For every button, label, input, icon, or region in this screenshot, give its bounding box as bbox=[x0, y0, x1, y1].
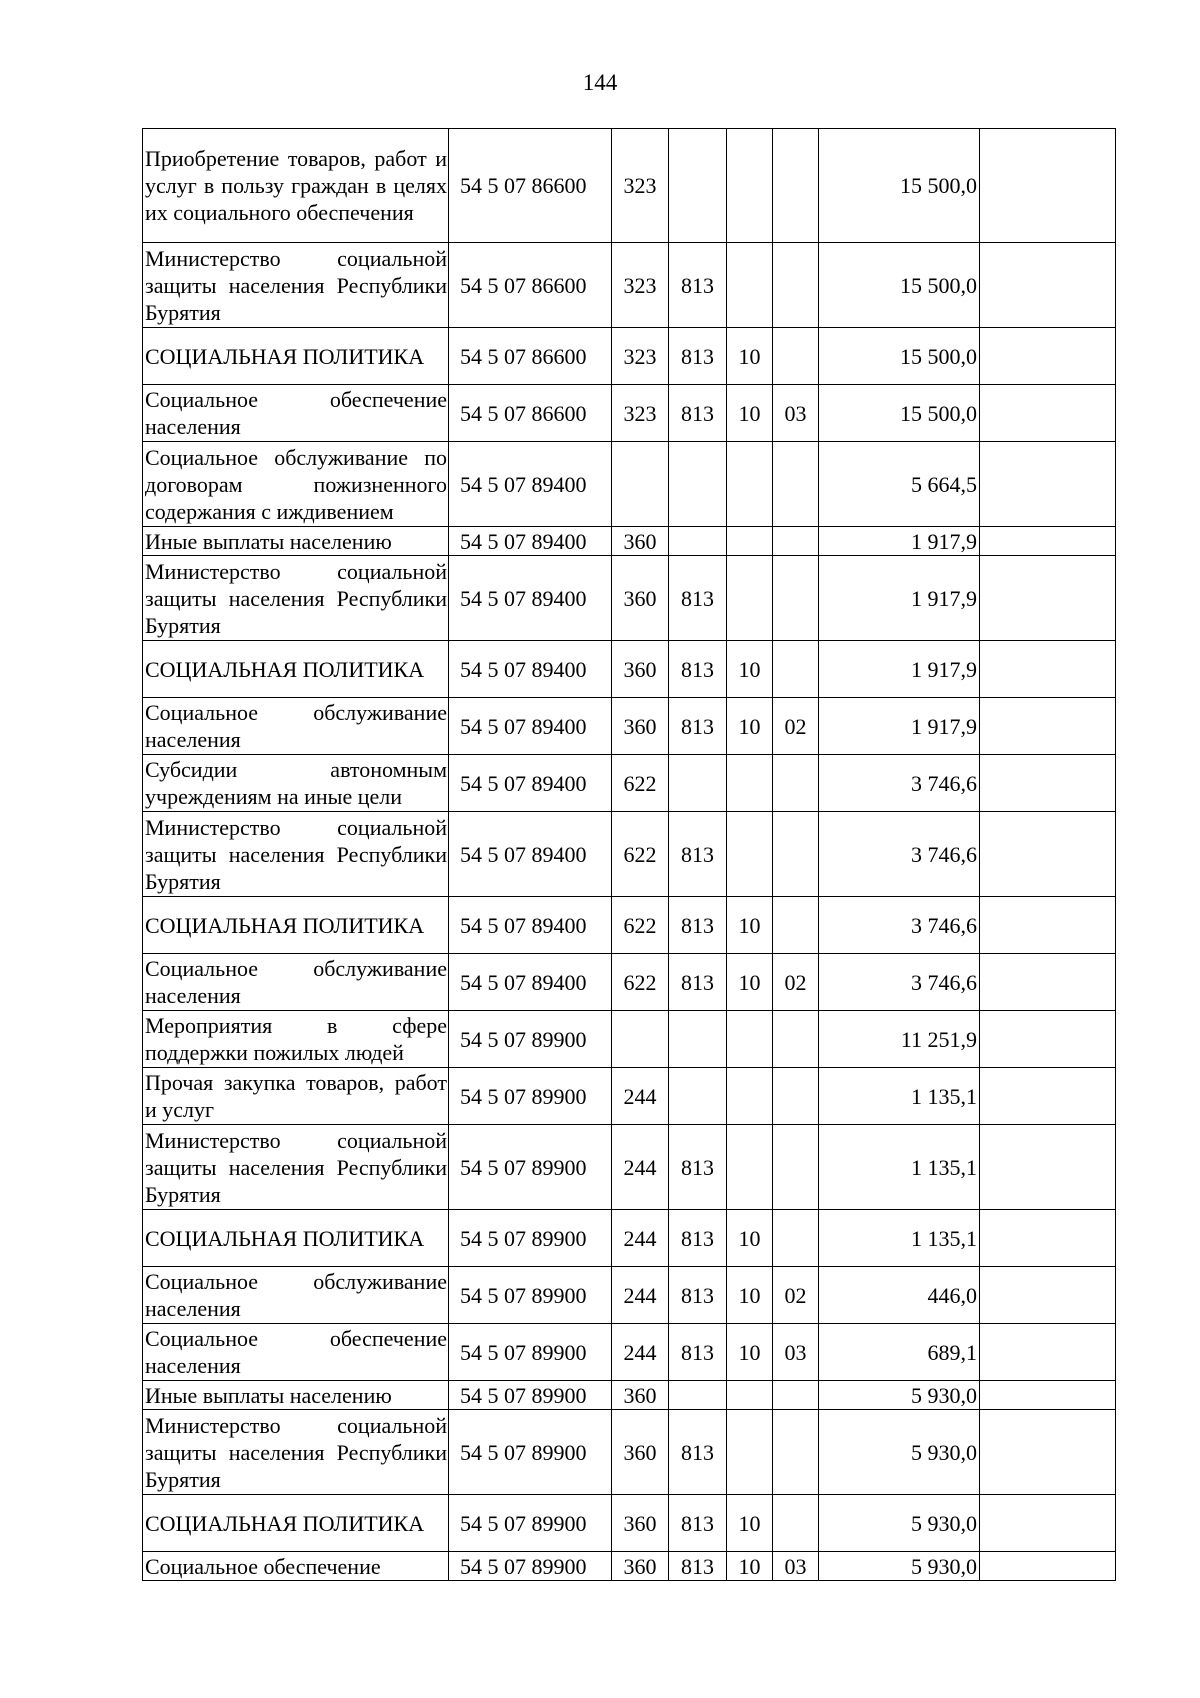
row-rz bbox=[727, 755, 773, 812]
row-rz bbox=[727, 527, 773, 556]
table-row bbox=[143, 1324, 1116, 1381]
row-extra bbox=[980, 1552, 1116, 1581]
row-name: Социальное обслуживание населения bbox=[143, 698, 449, 755]
row-rz: 10 bbox=[727, 954, 773, 1011]
row-vr: 360 bbox=[612, 527, 669, 556]
row-name: СОЦИАЛЬНАЯ ПОЛИТИКА bbox=[143, 897, 449, 954]
row-amount: 5 664,5 bbox=[819, 442, 980, 527]
row-extra bbox=[980, 1410, 1116, 1495]
row-vr bbox=[612, 442, 669, 527]
table-row bbox=[143, 698, 1116, 755]
row-extra bbox=[980, 385, 1116, 442]
row-rz bbox=[727, 442, 773, 527]
table-row bbox=[143, 1410, 1116, 1495]
table-row bbox=[143, 1125, 1116, 1210]
row-name: Социальное обеспечение населения bbox=[143, 1324, 449, 1381]
row-code: 54 5 07 89900 bbox=[449, 1495, 612, 1552]
row-rz: 10 bbox=[727, 385, 773, 442]
row-name: Социальное обеспечение населения bbox=[143, 385, 449, 442]
row-gr: 813 bbox=[669, 328, 727, 385]
table-row bbox=[143, 1381, 1116, 1410]
row-vr: 622 bbox=[612, 897, 669, 954]
row-gr: 813 bbox=[669, 812, 727, 897]
row-amount: 15 500,0 bbox=[819, 328, 980, 385]
row-rz bbox=[727, 1125, 773, 1210]
row-amount: 1 917,9 bbox=[819, 641, 980, 698]
row-rz bbox=[727, 1011, 773, 1068]
row-amount: 3 746,6 bbox=[819, 812, 980, 897]
row-vr: 244 bbox=[612, 1068, 669, 1125]
table-row bbox=[143, 1011, 1116, 1068]
row-pr bbox=[773, 1068, 819, 1125]
row-vr: 360 bbox=[612, 556, 669, 641]
row-extra bbox=[980, 527, 1116, 556]
row-amount: 1 135,1 bbox=[819, 1210, 980, 1267]
row-gr: 813 bbox=[669, 1410, 727, 1495]
row-pr bbox=[773, 812, 819, 897]
row-amount: 689,1 bbox=[819, 1324, 980, 1381]
row-rz: 10 bbox=[727, 1495, 773, 1552]
row-code: 54 5 07 89400 bbox=[449, 556, 612, 641]
row-pr bbox=[773, 527, 819, 556]
row-amount: 15 500,0 bbox=[819, 243, 980, 328]
row-pr bbox=[773, 129, 819, 243]
row-vr: 323 bbox=[612, 385, 669, 442]
row-vr: 244 bbox=[612, 1324, 669, 1381]
row-name: Приобретение товаров, работ и услуг в пользу граждан в целях их социального обеспечения bbox=[143, 129, 449, 243]
row-rz bbox=[727, 129, 773, 243]
row-vr: 360 bbox=[612, 641, 669, 698]
row-amount: 3 746,6 bbox=[819, 954, 980, 1011]
row-code: 54 5 07 89400 bbox=[449, 527, 612, 556]
row-extra bbox=[980, 129, 1116, 243]
row-rz bbox=[727, 812, 773, 897]
row-gr: 813 bbox=[669, 1495, 727, 1552]
row-rz: 10 bbox=[727, 328, 773, 385]
table-row bbox=[143, 1495, 1116, 1552]
row-amount: 1 135,1 bbox=[819, 1125, 980, 1210]
row-gr: 813 bbox=[669, 954, 727, 1011]
row-gr: 813 bbox=[669, 385, 727, 442]
row-code: 54 5 07 86600 bbox=[449, 243, 612, 328]
row-code: 54 5 07 89400 bbox=[449, 812, 612, 897]
row-pr bbox=[773, 1495, 819, 1552]
row-rz: 10 bbox=[727, 1267, 773, 1324]
row-code: 54 5 07 89900 bbox=[449, 1267, 612, 1324]
row-pr bbox=[773, 442, 819, 527]
row-gr: 813 bbox=[669, 1552, 727, 1581]
row-vr: 244 bbox=[612, 1210, 669, 1267]
row-vr bbox=[612, 1011, 669, 1068]
row-code: 54 5 07 89400 bbox=[449, 442, 612, 527]
row-amount: 5 930,0 bbox=[819, 1410, 980, 1495]
row-gr: 813 bbox=[669, 698, 727, 755]
table-row bbox=[143, 954, 1116, 1011]
table-row bbox=[143, 129, 1116, 243]
row-vr: 244 bbox=[612, 1125, 669, 1210]
row-name: Социальное обслуживание по договорам пожизненного содержания с иждивением bbox=[143, 442, 449, 527]
row-extra bbox=[980, 1125, 1116, 1210]
row-rz bbox=[727, 1381, 773, 1410]
row-vr: 360 bbox=[612, 1410, 669, 1495]
row-code: 54 5 07 89400 bbox=[449, 698, 612, 755]
table-row bbox=[143, 385, 1116, 442]
table-row bbox=[143, 755, 1116, 812]
row-code: 54 5 07 89400 bbox=[449, 641, 612, 698]
row-name: Субсидии автономным учреждениям на иные цели bbox=[143, 755, 449, 812]
row-name: СОЦИАЛЬНАЯ ПОЛИТИКА bbox=[143, 328, 449, 385]
row-gr: 813 bbox=[669, 1125, 727, 1210]
row-gr: 813 bbox=[669, 1210, 727, 1267]
row-amount: 3 746,6 bbox=[819, 897, 980, 954]
row-amount: 446,0 bbox=[819, 1267, 980, 1324]
row-code: 54 5 07 86600 bbox=[449, 129, 612, 243]
row-code: 54 5 07 86600 bbox=[449, 385, 612, 442]
row-pr: 02 bbox=[773, 954, 819, 1011]
row-name: СОЦИАЛЬНАЯ ПОЛИТИКА bbox=[143, 1210, 449, 1267]
row-name: СОЦИАЛЬНАЯ ПОЛИТИКА bbox=[143, 641, 449, 698]
row-code: 54 5 07 89400 bbox=[449, 755, 612, 812]
row-rz: 10 bbox=[727, 1210, 773, 1267]
row-vr: 622 bbox=[612, 954, 669, 1011]
row-amount: 5 930,0 bbox=[819, 1381, 980, 1410]
row-rz bbox=[727, 556, 773, 641]
row-code: 54 5 07 89400 bbox=[449, 954, 612, 1011]
row-gr: 813 bbox=[669, 243, 727, 328]
row-name: Прочая закупка товаров, работ и услуг bbox=[143, 1068, 449, 1125]
row-pr bbox=[773, 243, 819, 328]
row-code: 54 5 07 89900 bbox=[449, 1125, 612, 1210]
row-rz: 10 bbox=[727, 1324, 773, 1381]
row-extra bbox=[980, 1210, 1116, 1267]
row-extra bbox=[980, 556, 1116, 641]
row-gr: 813 bbox=[669, 1267, 727, 1324]
row-extra bbox=[980, 954, 1116, 1011]
row-name: Мероприятия в сфере поддержки пожилых людей bbox=[143, 1011, 449, 1068]
row-extra bbox=[980, 897, 1116, 954]
row-pr bbox=[773, 556, 819, 641]
row-code: 54 5 07 89900 bbox=[449, 1068, 612, 1125]
table-row bbox=[143, 1552, 1116, 1581]
row-name: Социальное обслуживание населения bbox=[143, 954, 449, 1011]
row-extra bbox=[980, 755, 1116, 812]
row-amount: 5 930,0 bbox=[819, 1552, 980, 1581]
row-vr: 360 bbox=[612, 698, 669, 755]
row-name: СОЦИАЛЬНАЯ ПОЛИТИКА bbox=[143, 1495, 449, 1552]
row-code: 54 5 07 89900 bbox=[449, 1210, 612, 1267]
row-code: 54 5 07 89900 bbox=[449, 1552, 612, 1581]
row-vr: 323 bbox=[612, 328, 669, 385]
row-extra bbox=[980, 698, 1116, 755]
row-pr: 03 bbox=[773, 1324, 819, 1381]
row-gr bbox=[669, 1381, 727, 1410]
row-extra bbox=[980, 243, 1116, 328]
row-name: Социальное обслуживание населения bbox=[143, 1267, 449, 1324]
row-vr: 622 bbox=[612, 812, 669, 897]
row-vr: 323 bbox=[612, 129, 669, 243]
row-name: Иные выплаты населению bbox=[143, 1381, 449, 1410]
row-extra bbox=[980, 1495, 1116, 1552]
row-extra bbox=[980, 641, 1116, 698]
row-vr: 244 bbox=[612, 1267, 669, 1324]
table-row bbox=[143, 1068, 1116, 1125]
row-pr bbox=[773, 1125, 819, 1210]
row-vr: 360 bbox=[612, 1381, 669, 1410]
row-pr: 03 bbox=[773, 1552, 819, 1581]
table-row bbox=[143, 527, 1116, 556]
table-row bbox=[143, 1210, 1116, 1267]
row-gr bbox=[669, 527, 727, 556]
row-amount: 1 917,9 bbox=[819, 527, 980, 556]
row-pr bbox=[773, 328, 819, 385]
row-name: Социальное обеспечение bbox=[143, 1552, 449, 1581]
row-code: 54 5 07 89900 bbox=[449, 1410, 612, 1495]
row-extra bbox=[980, 1267, 1116, 1324]
row-vr: 360 bbox=[612, 1495, 669, 1552]
row-gr: 813 bbox=[669, 1324, 727, 1381]
row-name: Министерство социальной защиты населения Республики Бурятия bbox=[143, 812, 449, 897]
row-gr: 813 bbox=[669, 641, 727, 698]
row-rz: 10 bbox=[727, 641, 773, 698]
row-extra bbox=[980, 328, 1116, 385]
row-gr: 813 bbox=[669, 556, 727, 641]
budget-table bbox=[142, 128, 1116, 1581]
row-vr: 622 bbox=[612, 755, 669, 812]
row-extra bbox=[980, 1381, 1116, 1410]
row-rz bbox=[727, 1068, 773, 1125]
row-amount: 15 500,0 bbox=[819, 129, 980, 243]
row-pr bbox=[773, 1011, 819, 1068]
row-name: Министерство социальной защиты населения Республики Бурятия bbox=[143, 243, 449, 328]
row-rz: 10 bbox=[727, 897, 773, 954]
row-code: 54 5 07 89400 bbox=[449, 897, 612, 954]
row-pr bbox=[773, 1410, 819, 1495]
row-gr: 813 bbox=[669, 897, 727, 954]
row-extra bbox=[980, 1011, 1116, 1068]
row-amount: 3 746,6 bbox=[819, 755, 980, 812]
row-pr: 03 bbox=[773, 385, 819, 442]
row-gr bbox=[669, 129, 727, 243]
row-code: 54 5 07 86600 bbox=[449, 328, 612, 385]
table-row bbox=[143, 442, 1116, 527]
row-amount: 1 135,1 bbox=[819, 1068, 980, 1125]
table-row bbox=[143, 641, 1116, 698]
row-extra bbox=[980, 1068, 1116, 1125]
row-pr bbox=[773, 1210, 819, 1267]
row-extra bbox=[980, 442, 1116, 527]
row-amount: 1 917,9 bbox=[819, 698, 980, 755]
row-pr: 02 bbox=[773, 698, 819, 755]
row-gr bbox=[669, 1068, 727, 1125]
row-rz: 10 bbox=[727, 1552, 773, 1581]
row-rz: 10 bbox=[727, 698, 773, 755]
table-row bbox=[143, 328, 1116, 385]
table-row bbox=[143, 897, 1116, 954]
row-rz bbox=[727, 243, 773, 328]
table-row bbox=[143, 1267, 1116, 1324]
row-pr bbox=[773, 641, 819, 698]
table-row bbox=[143, 812, 1116, 897]
row-vr: 360 bbox=[612, 1552, 669, 1581]
row-name: Министерство социальной защиты населения Республики Бурятия bbox=[143, 1410, 449, 1495]
page-number: 144 bbox=[582, 70, 618, 95]
row-pr: 02 bbox=[773, 1267, 819, 1324]
row-amount: 5 930,0 bbox=[819, 1495, 980, 1552]
row-gr bbox=[669, 1011, 727, 1068]
row-name: Иные выплаты населению bbox=[143, 527, 449, 556]
row-gr bbox=[669, 755, 727, 812]
row-code: 54 5 07 89900 bbox=[449, 1324, 612, 1381]
row-amount: 11 251,9 bbox=[819, 1011, 980, 1068]
row-gr bbox=[669, 442, 727, 527]
row-amount: 15 500,0 bbox=[819, 385, 980, 442]
row-code: 54 5 07 89900 bbox=[449, 1381, 612, 1410]
row-pr bbox=[773, 897, 819, 954]
table-row bbox=[143, 243, 1116, 328]
row-name: Министерство социальной защиты населения Республики Бурятия bbox=[143, 1125, 449, 1210]
row-extra bbox=[980, 812, 1116, 897]
row-pr bbox=[773, 755, 819, 812]
row-vr: 323 bbox=[612, 243, 669, 328]
row-extra bbox=[980, 1324, 1116, 1381]
row-rz bbox=[727, 1410, 773, 1495]
table-row bbox=[143, 556, 1116, 641]
row-code: 54 5 07 89900 bbox=[449, 1011, 612, 1068]
row-pr bbox=[773, 1381, 819, 1410]
row-name: Министерство социальной защиты населения Республики Бурятия bbox=[143, 556, 449, 641]
row-amount: 1 917,9 bbox=[819, 556, 980, 641]
